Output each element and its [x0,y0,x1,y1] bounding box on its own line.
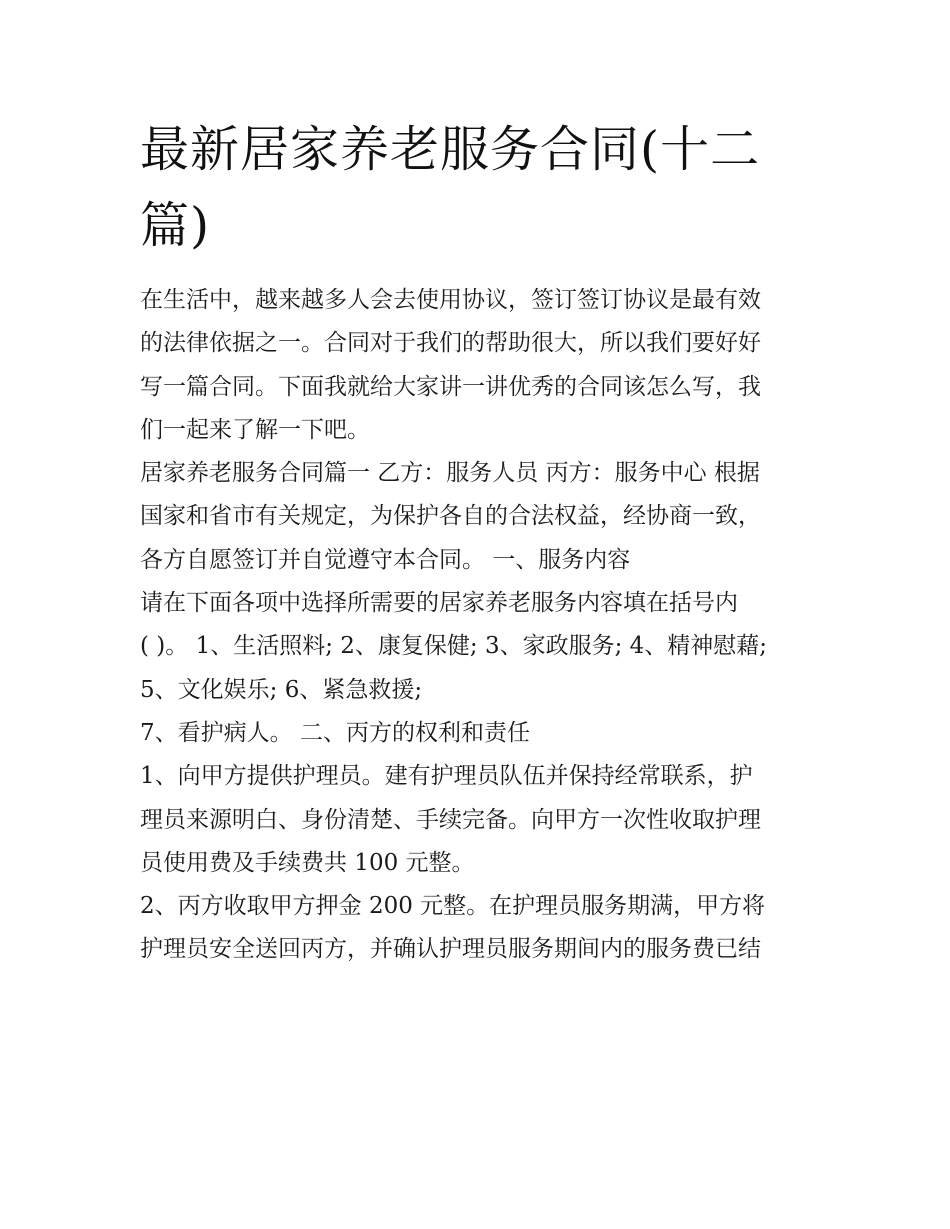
text-line: 在生活中，越来越多人会去使用协议，签订签订协议是最有效 [140,287,761,313]
section-heading-paragraph [140,712,820,755]
title-line: 最新居家养老服务合同(十二 [140,121,761,178]
title-line: 篇) [140,197,211,254]
text-line: 居家养老服务合同篇一 乙方：服务人员 丙方：服务中心 根据 [140,460,760,487]
intro-paragraph [140,279,820,452]
text-line: 1、向甲方提供护理员。建有护理员队伍并保持经常联系，护 [140,763,753,790]
text-line: 国家和省市有关规定，为保护各自的合法权益，经协商一致， [140,503,761,530]
text-line: 2、丙方收取甲方押金 200 元整。在护理员服务期满，甲方将 [140,893,766,920]
text-line: 员使用费及手续费共 100 元整。 [140,849,475,876]
text-line: 护理员安全送回丙方，并确认护理员服务期间内的服务费已结 [140,936,761,963]
text-line: 们一起来了解一下吧。 [140,416,370,443]
text-line: 理员来源明白、身份清楚、手续完备。向甲方一次性收取护理 [140,806,761,833]
contract-preamble-paragraph [140,452,820,582]
text-line: 5、文化娱乐; 6、紧急救援; [140,676,423,703]
text-line: ( )。 1、生活照料; 2、康复保健; 3、家政服务; 4、精神慰藉; [140,633,768,660]
text-line: 请在下面各项中选择所需要的居家养老服务内容填在括号内 [140,590,738,617]
clause-2-paragraph [140,885,820,972]
text-line: 各方自愿签订并自觉遵守本合同。 一、服务内容 [140,546,631,573]
text-line: 的法律依据之一。合同对于我们的帮助很大，所以我们要好好 [140,330,761,357]
text-line: 7、看护病人。 二、丙方的权利和责任 [140,719,530,746]
text-line: 写一篇合同。下面我就给大家讲一讲优秀的合同该怎么写，我 [140,373,761,400]
document-title [140,112,820,264]
service-content-paragraph [140,582,820,712]
document-body [140,279,820,972]
clause-1-paragraph [140,755,820,885]
